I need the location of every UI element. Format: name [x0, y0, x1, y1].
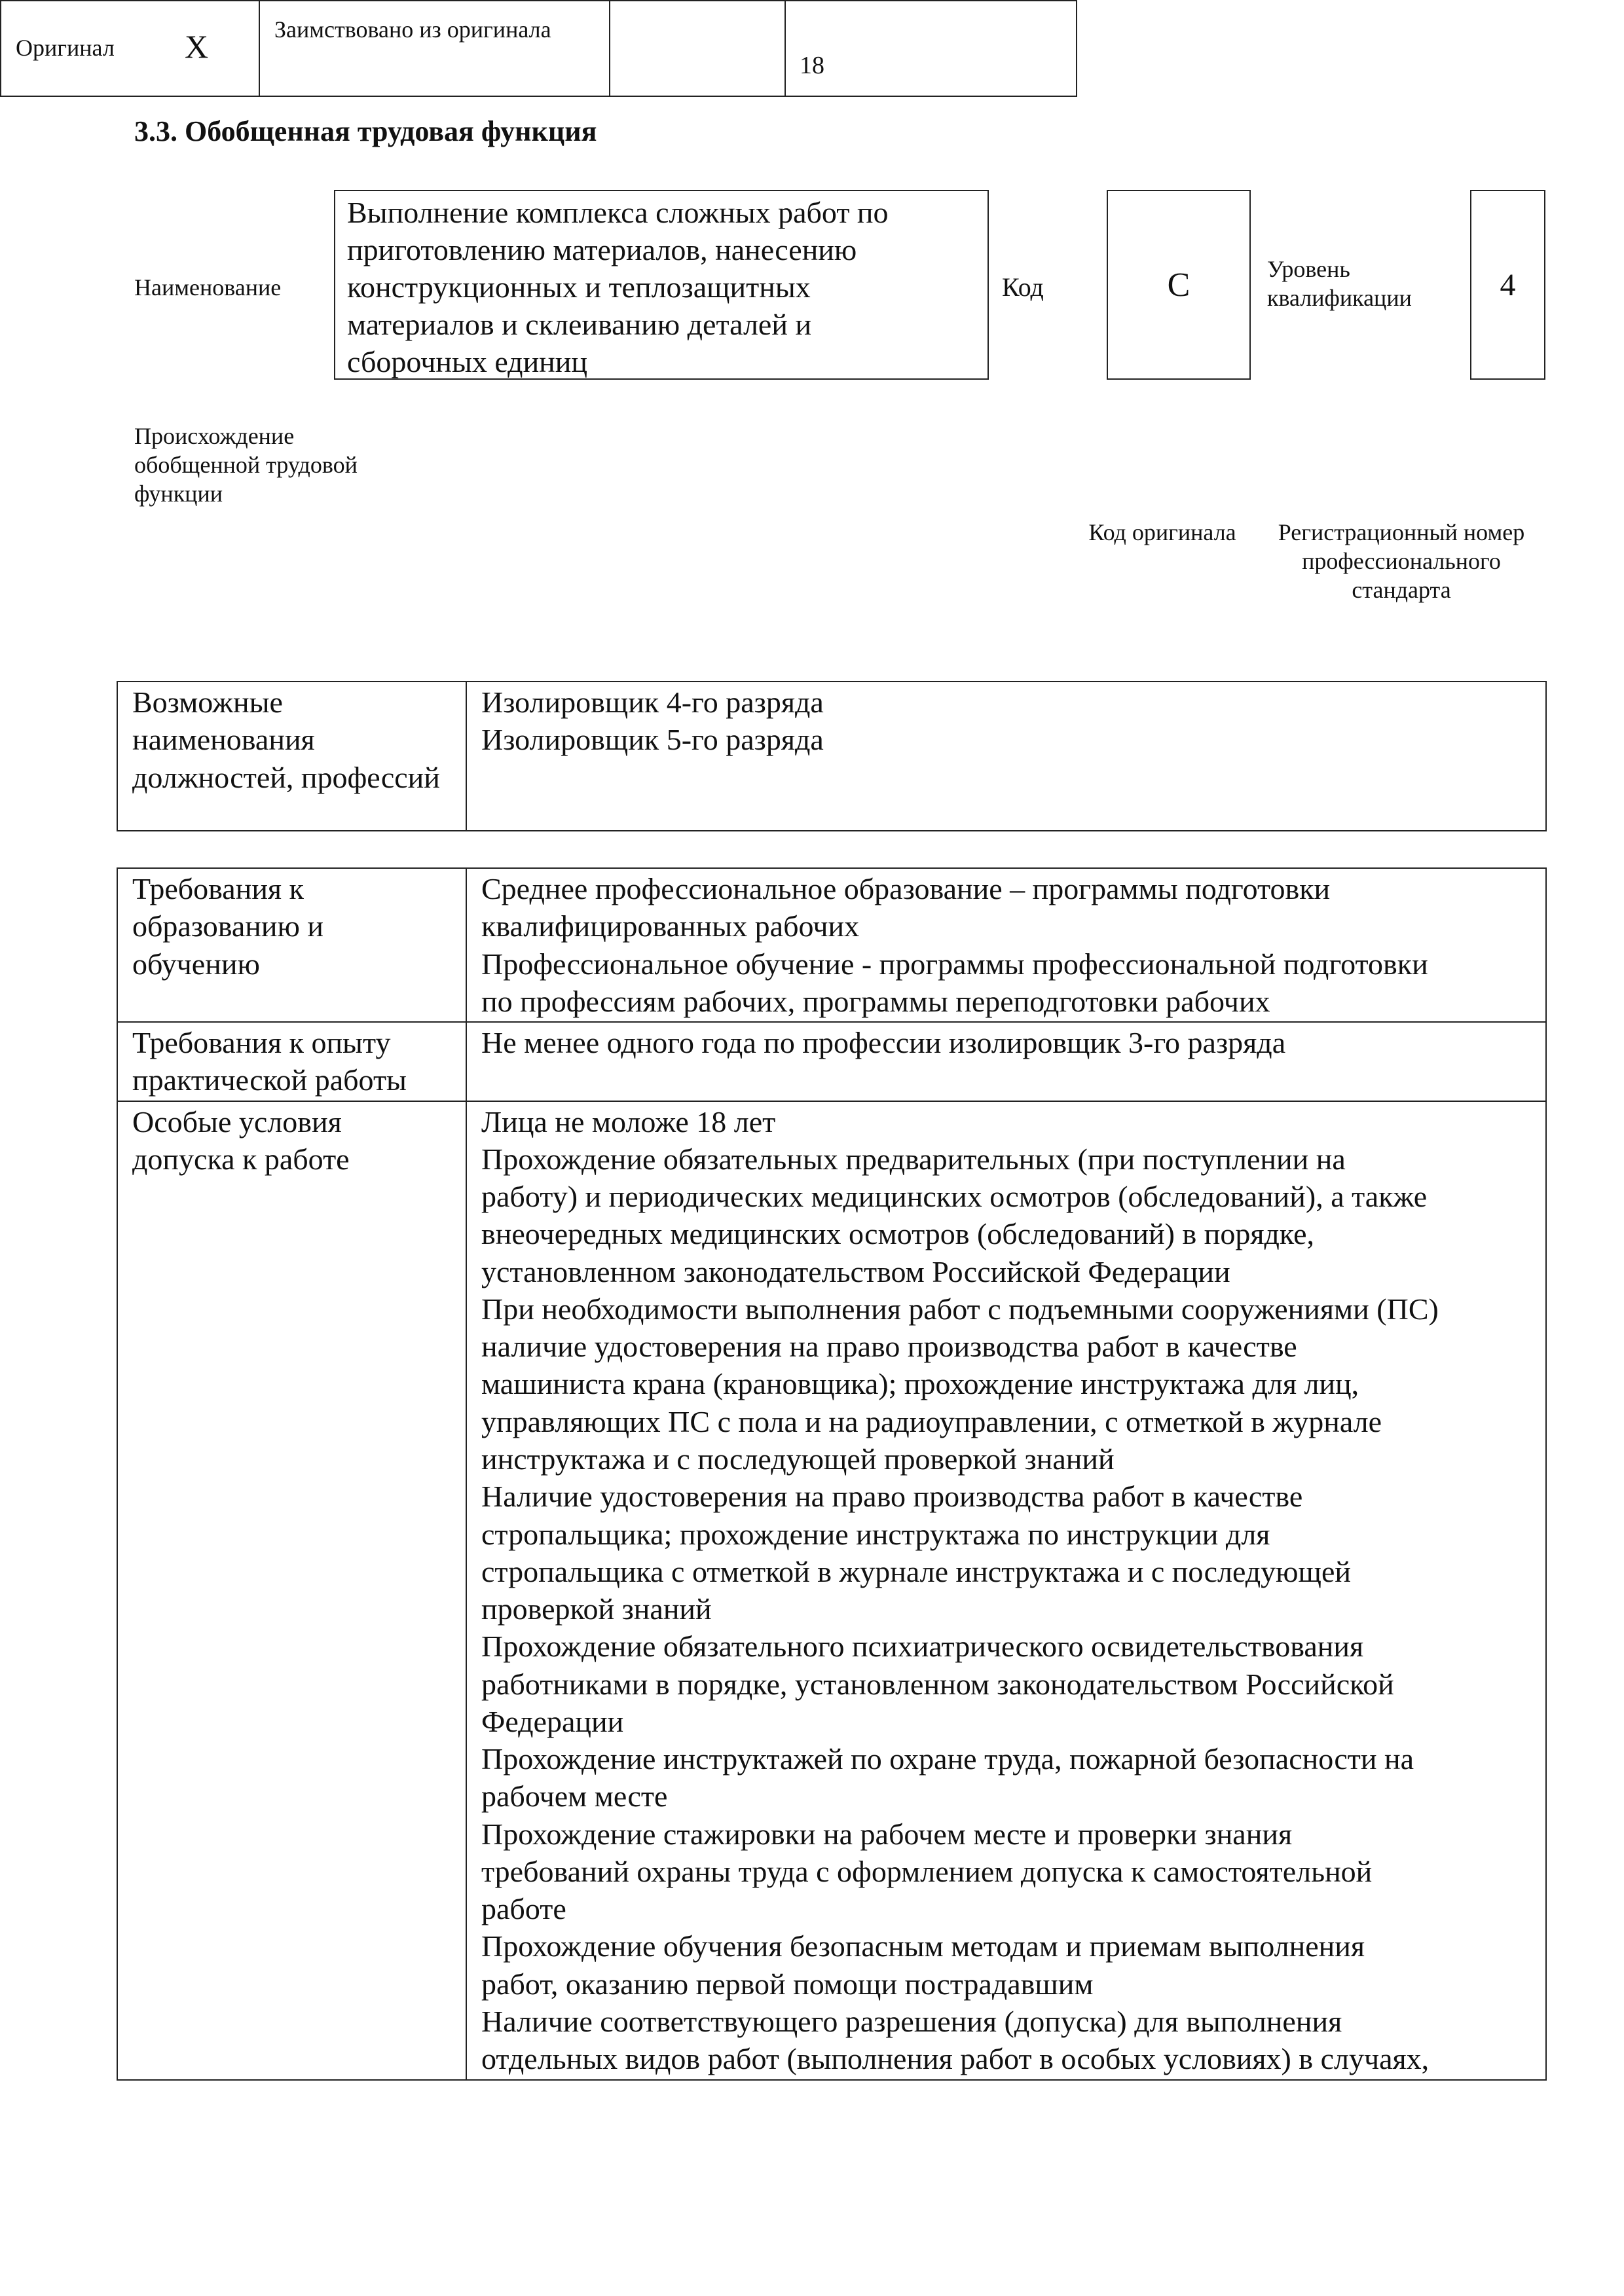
requirement-line: отдельных видов работ (выполнения работ в особых условиях) в случаях, [481, 2042, 1430, 2076]
requirement-line: внеочередных медицинских осмотров (обследований) в порядке, [481, 1217, 1315, 1251]
positions-label: Возможные наименования должностей, профессий [117, 682, 466, 831]
requirement-line: работе [481, 1892, 566, 1926]
function-name-line: материалов и склеиванию деталей и [347, 308, 812, 342]
reg-caption: Регистрационный номер профессионального стандарта [1278, 519, 1525, 603]
requirement-line: Прохождение обучения безопасным методам и приемам выполнения [481, 1929, 1365, 1963]
function-name-line: приготовлению материалов, нанесению [347, 233, 857, 267]
requirement-line: Прохождение инструктажей по охране труда, пожарной безопасности на [481, 1742, 1414, 1776]
requirement-text [466, 868, 1546, 1022]
borrowed-label: Заимствовано из оригинала [260, 1, 610, 96]
requirement-line: установленном законодательством Российской Федерации [481, 1254, 1230, 1288]
table-row [117, 1101, 1546, 2080]
code-value: C [1107, 190, 1251, 380]
requirement-label: Особые условия допуска к работе [117, 1101, 466, 2080]
positions-table [117, 681, 1547, 831]
requirements-table [117, 867, 1547, 2081]
positions-values [466, 682, 1546, 831]
original-mark: X [185, 28, 209, 65]
name-label: Наименование [134, 274, 282, 301]
requirement-line: по профессиям рабочих, программы переподготовки рабочих [481, 984, 1270, 1018]
table-row [117, 868, 1546, 1022]
requirement-line: Лица не моложе 18 лет [481, 1104, 776, 1139]
requirement-line: квалифицированных рабочих [481, 909, 860, 943]
origin-table [0, 0, 1077, 97]
level-label: Уровень квалификации [1267, 256, 1412, 311]
requirement-line: проверкой знаний [481, 1592, 712, 1626]
requirement-line: Федерации [481, 1704, 624, 1738]
requirement-line: Прохождение обязательного психиатрического освидетельствования [481, 1630, 1364, 1664]
requirement-line: рабочем месте [481, 1779, 668, 1813]
requirement-line: Наличие удостоверения на право производства работ в качестве [481, 1480, 1303, 1514]
function-name-line: Выполнение комплекса сложных работ по [347, 196, 889, 229]
function-name-line: сборочных единиц [347, 345, 588, 379]
section-heading: 3.3. Обобщенная трудовая функция [134, 115, 597, 147]
origin-original-cell [1, 1, 260, 96]
requirement-label: Требования к опыту практической работы [117, 1022, 466, 1101]
function-name-line: конструкционных и теплозащитных [347, 270, 811, 304]
requirement-line: управляющих ПС с пола и на радиоуправлении, с отметкой в журнале [481, 1404, 1382, 1438]
requirement-label: Требования к образованию и обучению [117, 868, 466, 1022]
requirement-text [466, 1022, 1546, 1101]
requirement-line: требований охраны труда с оформлением допуска к самостоятельной [481, 1854, 1373, 1888]
position-item: Изолировщик 5-го разряда [481, 723, 824, 757]
requirement-line: работ, оказанию первой помощи пострадавшим [481, 1967, 1094, 2001]
origin-label: Происхождение обобщенной трудовой функции [134, 423, 358, 507]
origin-code-cell [610, 1, 786, 96]
requirement-line: Прохождение стажировки на рабочем месте и проверки знания [481, 1817, 1293, 1851]
requirement-line: стропальщика с отметкой в журнале инструктажа и с последующей [481, 1554, 1351, 1588]
table-row [117, 682, 1546, 831]
requirement-line: Профессиональное обучение - программы профессиональной подготовки [481, 947, 1428, 981]
requirement-line: Не менее одного года по профессии изолировщик 3-го разряда [481, 1026, 1286, 1060]
page-number: 18 [800, 52, 824, 79]
requirement-line: Наличие соответствующего разрешения (допуска) для выполнения [481, 2004, 1342, 2038]
position-item: Изолировщик 4-го разряда [481, 685, 824, 719]
original-label: Оригинал [16, 35, 115, 61]
requirement-line: работу) и периодических медицинских осмотров (обследований), а также [481, 1180, 1428, 1214]
requirement-line: инструктажа и с последующей проверкой знаний [481, 1442, 1115, 1476]
requirement-text [466, 1101, 1546, 2080]
level-value: 4 [1470, 190, 1545, 380]
requirement-line: Прохождение обязательных предварительных (при поступлении на [481, 1142, 1346, 1176]
requirement-line: наличие удостоверения на право производства работ в качестве [481, 1330, 1297, 1364]
requirement-line: машиниста крана (крановщика); прохождение инструктажа для лиц, [481, 1367, 1359, 1401]
code-caption: Код оригинала [1088, 519, 1236, 545]
code-label: Код [1002, 272, 1044, 302]
requirement-line: стропальщика; прохождение инструктажа по инструкции для [481, 1517, 1270, 1551]
function-name-box [334, 190, 989, 380]
table-row [117, 1022, 1546, 1101]
requirement-line: работниками в порядке, установленном законодательством Российской [481, 1667, 1394, 1701]
origin-reg-cell [786, 1, 1076, 96]
requirement-line: Среднее профессиональное образование – программы подготовки [481, 872, 1331, 905]
requirement-line: При необходимости выполнения работ с подъемными сооружениями (ПС) [481, 1292, 1439, 1326]
